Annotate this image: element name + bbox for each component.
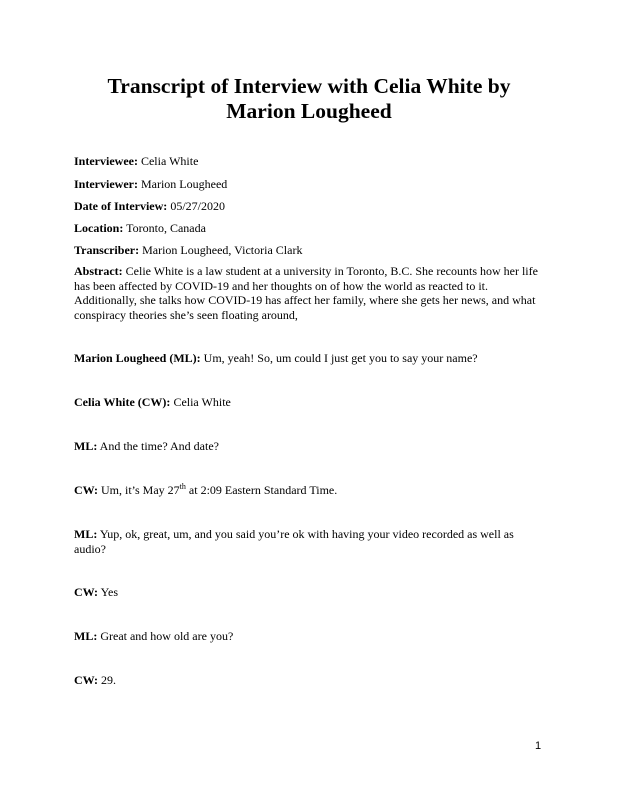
transcript-turn xyxy=(74,351,546,366)
page-number: 1 xyxy=(535,740,542,752)
turn-text: Um, yeah! So, um could I just get you to say your name? xyxy=(203,351,478,365)
transcript-turn xyxy=(74,395,546,410)
meta-label: Date of Interview: xyxy=(74,199,168,213)
speaker-label: ML: xyxy=(74,439,98,453)
speaker-label: CW: xyxy=(74,673,98,687)
meta-value: Celia White xyxy=(140,154,199,168)
meta-label: Transcriber: xyxy=(74,243,140,257)
meta-label: Interviewer: xyxy=(74,177,138,191)
meta-label: Location: xyxy=(74,221,124,235)
abstract-label: Abstract: xyxy=(74,264,123,278)
meta-location xyxy=(74,221,554,235)
title-line-1: Transcript of Interview with Celia White by xyxy=(107,74,511,98)
speaker-label: ML: xyxy=(74,629,98,643)
speaker-label: Marion Lougheed (ML): xyxy=(74,351,201,365)
transcript-turn xyxy=(74,629,546,644)
speaker-label: Celia White (CW): xyxy=(74,395,171,409)
transcript-turn xyxy=(74,585,546,600)
speaker-label: CW: xyxy=(74,483,98,497)
meta-value: 05/27/2020 xyxy=(170,199,225,213)
abstract xyxy=(74,264,546,322)
meta-value: Marion Lougheed xyxy=(140,177,228,191)
speaker-label: ML: xyxy=(74,527,98,541)
turn-text: Yup, ok, great, um, and you said you’re ok with having your video recorded as well as audio? xyxy=(74,527,514,556)
meta-interviewer xyxy=(74,177,554,191)
meta-date xyxy=(74,199,554,213)
transcript-turn xyxy=(74,483,546,498)
meta-transcriber xyxy=(74,243,554,257)
turn-text: 29. xyxy=(101,673,116,687)
abstract-text: Celie White is a law student at a university in Toronto, B.C. She recounts how her life has been affected by COVID-19 and her thoughts on of how the world as reacted to it. Additionally, she talks how COVID-19 has affect her family, where she gets her news, and what conspiracy theories she’s seen floating around, xyxy=(74,264,538,322)
meta-value: Marion Lougheed, Victoria Clark xyxy=(142,243,303,257)
transcript-turn xyxy=(74,527,546,556)
speaker-label: CW: xyxy=(74,585,98,599)
meta-value: Toronto, Canada xyxy=(126,221,206,235)
meta-interviewee xyxy=(74,154,554,168)
page-title xyxy=(60,74,558,124)
transcript-turn xyxy=(74,673,546,688)
turn-text: Great and how old are you? xyxy=(100,629,234,643)
title-line-2: Marion Lougheed xyxy=(226,99,392,123)
meta-label: Interviewee: xyxy=(74,154,138,168)
turn-text: Um, it’s May 27 xyxy=(101,483,180,497)
turn-text: And the time? And date? xyxy=(99,439,219,453)
turn-text: Yes xyxy=(100,585,119,599)
transcript-turn xyxy=(74,439,546,454)
turn-text: Celia White xyxy=(173,395,231,409)
turn-text: at 2:09 Eastern Standard Time. xyxy=(188,483,338,497)
ordinal-suffix: th xyxy=(179,482,186,491)
